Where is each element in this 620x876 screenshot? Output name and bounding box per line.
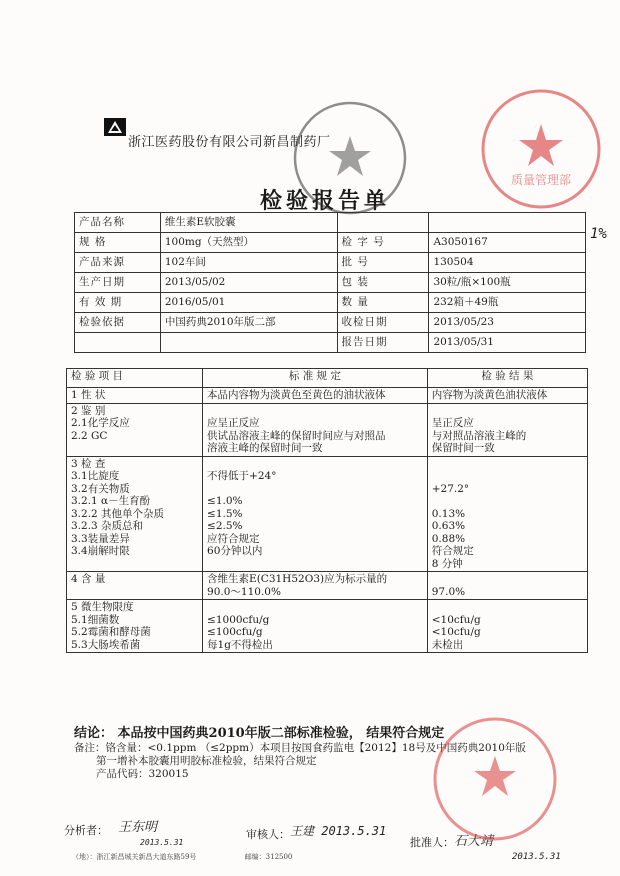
info-label <box>75 333 161 353</box>
test-result-line: 保留时间一致 <box>431 442 495 454</box>
test-item-line: 3.1比旋度 <box>71 470 120 482</box>
test-result-line: 8 分钟 <box>431 557 463 570</box>
test-result-line: 0.88% <box>431 532 466 545</box>
test-row <box>67 456 588 572</box>
info-value-2 <box>429 213 586 233</box>
test-standard-line: 每1g不得检出 <box>207 638 273 651</box>
test-standard-line <box>207 601 423 614</box>
test-standard-line: 应符合规定 <box>207 532 260 545</box>
test-standard <box>203 388 428 404</box>
info-value-2: 130504 <box>429 253 586 273</box>
test-result-line: 内容物为淡黄色油状液体 <box>431 389 548 401</box>
header-item: 检 验 项 目 <box>67 369 203 388</box>
analyst-signature: 王东明 <box>118 820 158 835</box>
info-row <box>75 273 586 293</box>
test-standard-line: 不得低于+24° <box>207 470 277 482</box>
info-label: 检验依据 <box>75 313 161 333</box>
test-standard-line <box>207 405 423 418</box>
info-label: 产品名称 <box>75 213 161 233</box>
test-standard-line <box>207 483 423 496</box>
table-header-row <box>67 369 588 388</box>
info-value-2: 30粒/瓶×100瓶 <box>429 273 586 293</box>
info-value: 100mg（天然型） <box>160 233 337 253</box>
info-row <box>75 333 586 353</box>
info-label-2: 报告日期 <box>337 333 429 353</box>
quality-stamp-right <box>478 86 604 212</box>
test-result-line <box>432 458 583 471</box>
test-item <box>67 600 203 653</box>
info-value: 维生素E软胶囊 <box>160 213 337 233</box>
test-standard <box>203 572 428 600</box>
test-result-line <box>432 470 583 483</box>
test-results-table <box>66 368 588 653</box>
test-item-line: 2.2 GC <box>71 429 108 442</box>
test-result-line: +27.2° <box>431 482 470 495</box>
svg-text:质量管理部: 质量管理部 <box>510 173 572 187</box>
info-label-2: 收检日期 <box>337 313 429 333</box>
test-result <box>427 600 587 653</box>
conclusion: 结论： 本品按中国药典2010年版二部标准检验， 结果符合规定 <box>74 726 445 741</box>
company-name: 浙江医药股份有限公司新昌制药厂 <box>128 135 331 150</box>
test-item <box>67 572 203 600</box>
test-result-line: <10cfu/g <box>431 626 481 638</box>
info-label-2: 包 装 <box>337 273 429 293</box>
test-standard-line: ≤1.5% <box>207 507 243 520</box>
test-item-line: 5 微生物限度 <box>71 601 134 613</box>
header-standard: 标 准 规 定 <box>203 369 428 388</box>
approver-label: 批准人： <box>410 836 454 849</box>
test-row <box>67 403 588 456</box>
analyst-label: 分析者： <box>64 824 108 837</box>
reviewer-label: 审核人： <box>246 828 290 841</box>
info-label: 有 效 期 <box>75 293 161 313</box>
test-standard-line: 供试品溶液主峰的保留时间应与对照品 <box>207 429 386 442</box>
info-row <box>75 313 586 333</box>
footer-address: （地）：浙江新昌城关新昌大道东路59号 <box>72 853 197 861</box>
test-result-line: <10cfu/g <box>431 613 481 626</box>
test-standard <box>203 456 428 572</box>
test-item <box>67 456 203 572</box>
info-value: 2013/05/02 <box>160 273 337 293</box>
test-item-line: 4 含 量 <box>71 573 106 585</box>
info-row <box>75 293 586 313</box>
info-value: 中国药典2010年版二部 <box>160 313 337 333</box>
info-label: 生产日期 <box>75 273 161 293</box>
test-result-line: 与对照品溶液主峰的 <box>431 429 527 442</box>
report-title: 检验报告单 <box>260 188 391 214</box>
test-standard-line: ≤1.0% <box>207 495 243 507</box>
test-item-line: 3.2.3 杂质总和 <box>71 520 144 532</box>
test-row <box>67 600 588 653</box>
header-result: 检 验 结 果 <box>427 369 587 388</box>
company-logo <box>104 118 126 136</box>
test-result <box>427 456 587 572</box>
test-item-line: 3.2.2 其他单个杂质 <box>71 507 165 520</box>
footer-postcode: 邮编：312500 <box>244 853 293 861</box>
test-result-line: 未检出 <box>431 638 464 651</box>
info-label-2: 批 号 <box>337 253 429 273</box>
test-result <box>427 572 587 600</box>
test-item <box>67 403 203 456</box>
test-standard-line: ≤2.5% <box>207 520 243 532</box>
test-standard <box>203 403 428 456</box>
info-value: 2016/05/01 <box>160 293 337 313</box>
info-value-2: 2013/05/31 <box>429 333 586 353</box>
test-standard <box>203 600 428 653</box>
test-item-line: 5.2霉菌和酵母菌 <box>71 626 151 638</box>
info-label-2: 数 量 <box>337 293 429 313</box>
test-item-line: 3.4崩解时限 <box>71 545 130 557</box>
info-value <box>160 333 337 353</box>
test-item-line: 3.3装量差异 <box>71 532 130 545</box>
handwritten-side-note: 1% <box>590 226 607 242</box>
footer <box>72 852 292 862</box>
info-value: 102车间 <box>160 253 337 273</box>
approver-date: 2013.5.31 <box>512 852 561 862</box>
test-item-line: 2.1化学反应 <box>71 417 130 429</box>
info-row <box>75 233 586 253</box>
remark-line-1: 备注：铬含量：<0.1ppm （≤2ppm）本项目按国食药监电【2012】18号及中国药典2010年版 <box>74 742 526 754</box>
remark-line-2: 第一增补本胶囊用明胶标准检验，结果符合规定 <box>96 755 317 767</box>
test-result-line: 符合规定 <box>431 545 474 557</box>
analyst-date: 2013.5.31 <box>140 838 184 847</box>
test-row <box>67 572 588 600</box>
inspection-stamp-top <box>290 98 410 218</box>
test-result-line: 0.13% <box>431 507 466 520</box>
test-item-line: 1 性 状 <box>71 389 106 401</box>
test-standard-line: 溶液主峰的保留时间一致 <box>207 442 323 454</box>
test-item-line: 5.3大肠埃希菌 <box>71 638 141 651</box>
test-result-line: 呈正反应 <box>431 417 474 429</box>
remark-line-3: 产品代码：320015 <box>96 768 189 780</box>
test-result <box>427 403 587 456</box>
info-label-2: 检 字 号 <box>337 233 429 253</box>
info-value-2: 232箱＋49瓶 <box>429 293 586 313</box>
reviewer-signature: 王建 2013.5.31 <box>290 824 387 838</box>
test-standard-line: 本品内容物为淡黄色至黄色的油状液体 <box>207 389 386 401</box>
test-item-line: 5.1细菌数 <box>71 613 120 626</box>
approver-signature: 石大靖 <box>454 834 494 849</box>
product-info-table <box>74 212 586 353</box>
test-standard-line <box>207 458 423 471</box>
test-result-line <box>432 601 583 614</box>
info-label: 产品来源 <box>75 253 161 273</box>
test-standard-line: 60分钟以内 <box>207 545 263 557</box>
test-standard-line: 含维生素E(C31H52O3)应为标示量的 <box>207 573 388 585</box>
test-result-line <box>432 495 583 508</box>
test-standard-line: 应呈正反应 <box>207 417 260 429</box>
test-standard-line: 90.0～110.0% <box>207 585 281 598</box>
test-result-line: 0.63% <box>431 520 466 532</box>
test-item <box>67 388 203 404</box>
test-item-line: 2 鉴 别 <box>71 404 106 417</box>
test-result-line <box>432 573 583 586</box>
test-standard-line: ≤1000cfu/g <box>207 613 270 626</box>
test-item-line: 3.2有关物质 <box>71 482 130 495</box>
test-result <box>427 388 587 404</box>
info-label: 规 格 <box>75 233 161 253</box>
test-result-line <box>432 405 583 418</box>
info-value-2: A3050167 <box>429 233 586 253</box>
info-row <box>75 253 586 273</box>
test-result-line: 97.0% <box>431 585 466 598</box>
test-row <box>67 388 588 404</box>
info-value-2: 2013/05/23 <box>429 313 586 333</box>
quality-stamp-bottom <box>430 714 560 844</box>
test-item-line: 3 检 查 <box>71 457 106 470</box>
test-item-line: 3.2.1 α－生育酚 <box>71 495 151 507</box>
test-standard-line: ≤100cfu/g <box>207 626 263 638</box>
